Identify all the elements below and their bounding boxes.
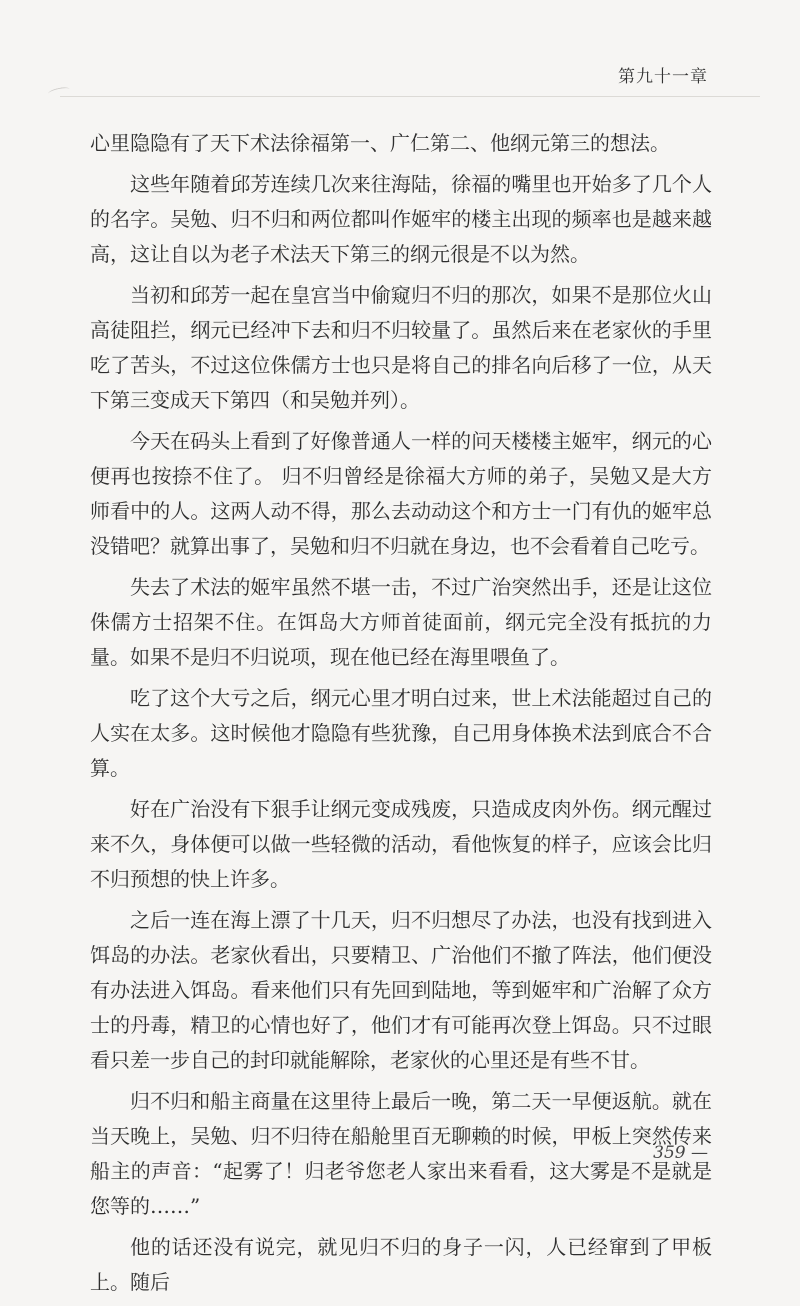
paragraph-continued: 心里隐隐有了天下术法徐福第一、广仁第二、他纲元第三的想法。 — [90, 131, 670, 155]
paragraph: 吃了这个大亏之后，纲元心里才明白过来，世上术法能超过自己的人实在太多。这时候他才隐隐有些犹豫，自己用身体换术法到底合不合算。 — [90, 686, 712, 780]
paragraph: 这些年随着邱芳连续几次来往海陆，徐福的嘴里也开始多了几个人的名字。吴勉、归不归和两位都叫作姬牢的楼主出现的频率也是越来越高，这让自以为老子术法天下第三的纲元很是不以为然。 — [90, 172, 712, 266]
body-text — [90, 126, 712, 1306]
paragraph: 当初和邱芳一起在皇宫当中偷窥归不归的那次，如果不是那位火山高徒阻拦，纲元已经冲下去和归不归较量了。虽然后来在老家伙的手里吃了苦头，不过这位侏儒方士也只是将自己的排名向后移了一位，从天下第三变成天下第四（和吴勉并列）。 — [90, 283, 712, 412]
paragraph: 归不归和船主商量在这里待上最后一晚，第二天一早便返航。就在当天晚上，吴勉、归不归待在船舱里百无聊赖的时候，甲板上突然传来船主的声音：“起雾了！归老爷您老人家出来看看，这大雾是不是就是您等的……” — [90, 1089, 712, 1218]
paragraph: 失去了术法的姬牢虽然不堪一击，不过广治突然出手，还是让这位侏儒方士招架不住。在饵岛大方师首徒面前，纲元完全没有抵抗的力量。如果不是归不归说项，现在他已经在海里喂鱼了。 — [90, 575, 712, 669]
paragraph: 好在广治没有下狠手让纲元变成残废，只造成皮肉外伤。纲元醒过来不久，身体便可以做一些轻微的活动，看他恢复的样子，应该会比归不归预想的快上许多。 — [90, 797, 712, 891]
chapter-running-head: 第九十一章 — [618, 67, 708, 87]
header-divider — [60, 96, 760, 97]
paragraph: 之后一连在海上漂了十几天，归不归想尽了办法，也没有找到进入饵岛的办法。老家伙看出，只要精卫、广治他们不撤了阵法，他们便没有办法进入饵岛。看来他们只有先回到陆地，等到姬牢和广治解了众方士的丹毒，精卫的心情也好了，他们才有可能再次登上饵岛。只不过眼看只差一步自己的封印就能解除，老家伙的心里还是有些不甘。 — [90, 908, 712, 1072]
paragraph: 他的话还没有说完，就见归不归的身子一闪，人已经窜到了甲板上。随后 — [90, 1235, 712, 1294]
paragraph: 今天在码头上看到了好像普通人一样的问天楼楼主姬牢，纲元的心便再也按捺不住了。 归不归曾经是徐福大方师的弟子，吴勉又是大方师看中的人。这两人动不得，那么去动动这个和方士一门有仇的姬牢总没错吧？就算出事了，吴勉和归不归就在身边，也不会看着自己吃亏。 — [90, 429, 712, 558]
page-number: 359 — — [653, 1143, 708, 1163]
